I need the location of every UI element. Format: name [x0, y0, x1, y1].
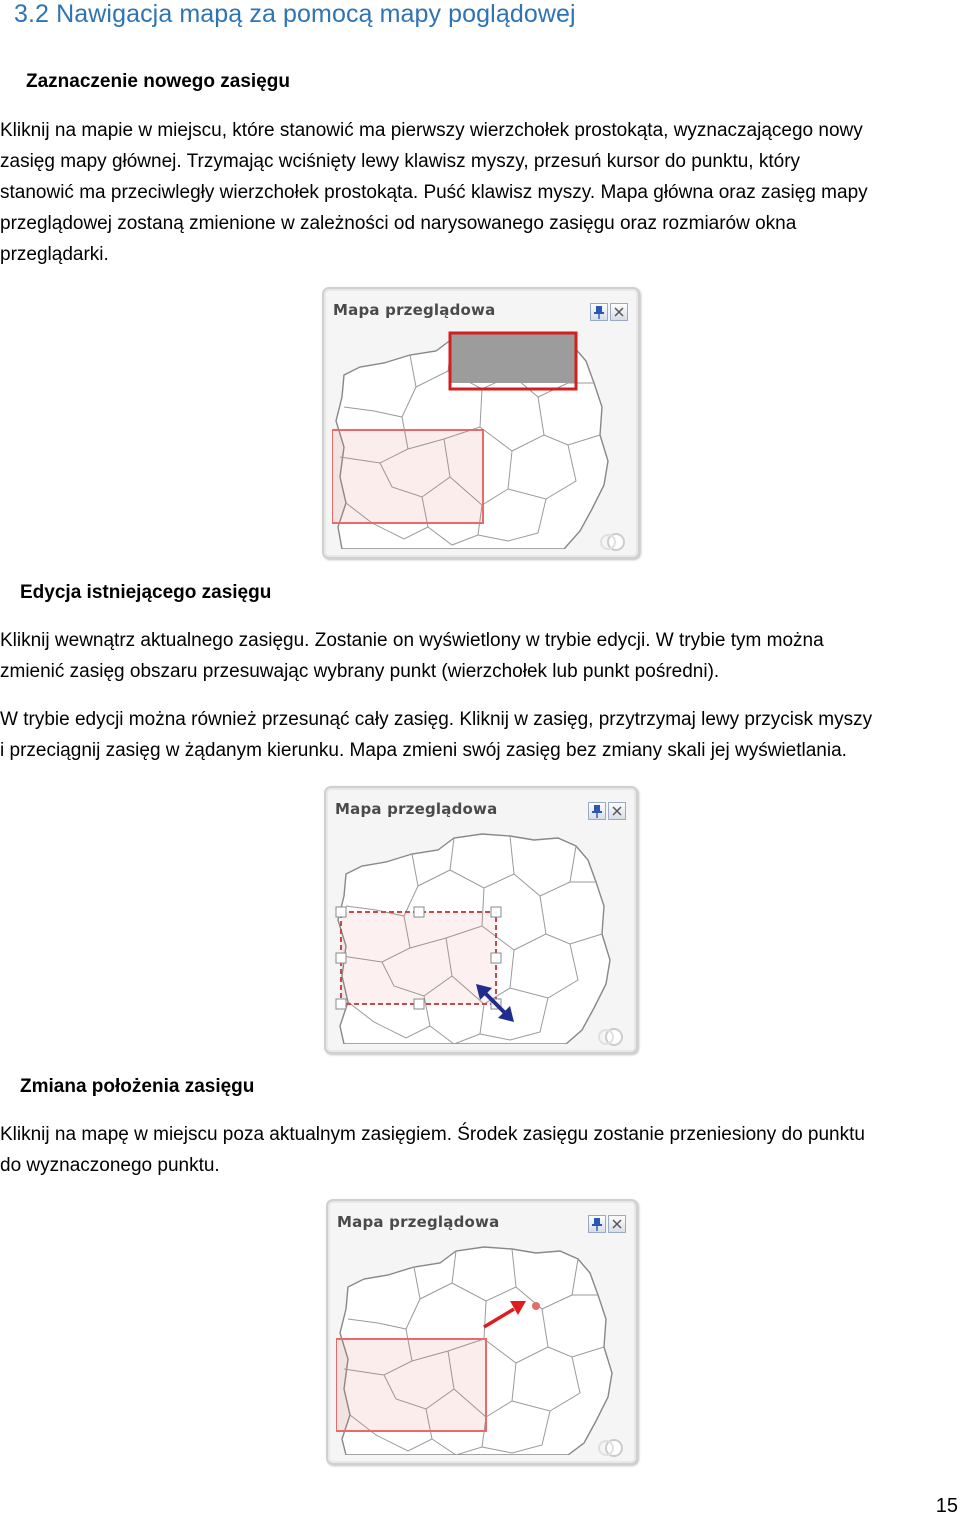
text-line: Kliknij wewnątrz aktualnego zasięgu. Zostanie on wyświetlony w trybie edycji. W trybie tym można [0, 630, 824, 651]
overview-map-panel-move-extent[interactable] [326, 1199, 638, 1465]
paragraph-move-extent [0, 1119, 960, 1181]
target-point [532, 1302, 540, 1310]
subheading-move-extent: Zmiana położenia zasięgu [20, 1076, 255, 1097]
text-line: i przeciągnij zasięg w żądanym kierunku. Mapa zmieni swój zasięg bez zmiany skali jej wyświetlania. [0, 740, 847, 761]
overview-map-panel-edit-extent[interactable] [324, 786, 638, 1054]
close-icon[interactable] [608, 802, 626, 820]
resize-grip-icon[interactable] [598, 533, 626, 551]
edit-handle [336, 907, 346, 917]
current-extent-rectangle [336, 1339, 486, 1431]
new-extent-shaded-area [450, 333, 576, 383]
subheading-new-extent: Zaznaczenie nowego zasięgu [26, 71, 290, 92]
edit-handle [336, 999, 346, 1009]
subheading-edit-extent: Edycja istniejącego zasięgu [20, 582, 272, 603]
current-extent-rectangle [332, 430, 483, 523]
text-line: przeglądowej zostaną zmienione w zależności od narysowanego zasięgu oraz rozmiarów okna [0, 213, 797, 234]
edit-handle [414, 999, 424, 1009]
pin-icon[interactable] [590, 303, 608, 321]
poland-map[interactable] [332, 327, 628, 549]
panel-title: Mapa przeglądowa [335, 800, 498, 818]
edit-handle [491, 953, 501, 963]
text-line: zasięg mapy głównej. Trzymając wciśnięty lewy klawisz myszy, przesuń kursor do punktu, który [0, 151, 801, 172]
pin-icon[interactable] [588, 802, 606, 820]
poland-map[interactable] [334, 826, 626, 1044]
edit-extent-rectangle [341, 912, 496, 1004]
text-line: stanowić ma przeciwległy wierzchołek prostokąta. Puść klawisz myszy. Mapa główna oraz zasięg mapy [0, 182, 868, 203]
edit-handle [336, 953, 346, 963]
page-number: 15 [935, 1495, 958, 1517]
edit-handle [414, 907, 424, 917]
resize-grip-icon[interactable] [596, 1028, 624, 1046]
resize-grip-icon[interactable] [596, 1439, 624, 1457]
close-icon[interactable] [608, 1215, 626, 1233]
paragraph-edit-extent-2 [0, 704, 960, 766]
text-line: Kliknij na mapie w miejscu, które stanowić ma pierwszy wierzchołek prostokąta, wyznaczającego nowy [0, 120, 863, 141]
poland-map[interactable] [336, 1239, 626, 1455]
section-heading: 3.2 Nawigacja mapą za pomocą mapy poglądowej [14, 0, 576, 28]
text-line: W trybie edycji można również przesunąć cały zasięg. Kliknij w zasięg, przytrzymaj lewy przycisk myszy [0, 709, 873, 730]
paragraph-edit-extent-1 [0, 625, 960, 687]
text-line: Kliknij na mapę w miejscu poza aktualnym zasięgiem. Środek zasięgu zostanie przeniesiony do punktu [0, 1124, 865, 1145]
edit-handle [491, 907, 501, 917]
panel-title: Mapa przeglądowa [333, 301, 496, 319]
pin-icon[interactable] [588, 1215, 606, 1233]
text-line: do wyznaczonego punktu. [0, 1155, 220, 1176]
text-line: przeglądarki. [0, 244, 109, 265]
panel-title: Mapa przeglądowa [337, 1213, 500, 1231]
text-line: zmienić zasięg obszaru przesuwając wybrany punkt (wierzchołek lub punkt pośredni). [0, 661, 720, 682]
overview-map-panel-new-extent[interactable] [322, 287, 640, 559]
close-icon[interactable] [610, 303, 628, 321]
